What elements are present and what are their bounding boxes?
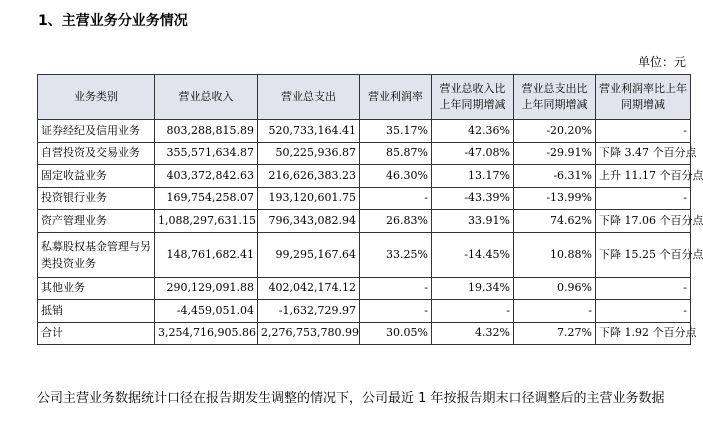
header-margin-yoy: 营业利润率比上年同期增减 xyxy=(596,75,691,120)
row-revenue-yoy: 19.34% xyxy=(432,277,514,300)
row-revenue-yoy: 42.36% xyxy=(432,120,514,143)
row-revenue-yoy: -47.08% xyxy=(432,142,514,165)
row-margin-yoy: - xyxy=(596,277,691,300)
row-margin-yoy: 下降 17.06 个百分点 xyxy=(596,210,691,233)
section-title: 1、主营业务分业务情况 xyxy=(38,13,188,29)
row-expense: 193,120,601.75 xyxy=(258,187,360,210)
row-revenue: 355,571,634.87 xyxy=(155,142,258,165)
header-margin: 营业利润率 xyxy=(360,75,432,120)
row-expense-yoy: 7.27% xyxy=(514,322,596,345)
row-margin: - xyxy=(360,277,432,300)
row-margin-yoy: 下降 15.25 个百分点 xyxy=(596,232,691,277)
row-expense: 402,042,174.12 xyxy=(258,277,360,300)
row-expense: 2,276,753,780.99 xyxy=(258,322,360,345)
row-expense: 796,343,082.94 xyxy=(258,210,360,233)
row-revenue: 169,754,258.07 xyxy=(155,187,258,210)
row-expense-yoy: - xyxy=(514,300,596,323)
unit-label: 单位：元 xyxy=(637,55,686,69)
row-expense-yoy: 0.96% xyxy=(514,277,596,300)
header-revenue: 营业总收入 xyxy=(155,75,258,120)
row-revenue: 148,761,682.41 xyxy=(155,232,258,277)
row-margin: 35.17% xyxy=(360,120,432,143)
business-segment-table xyxy=(37,74,703,345)
row-expense: 50,225,936.87 xyxy=(258,142,360,165)
row-margin: 30.05% xyxy=(360,322,432,345)
row-category: 私募股权基金管理与另类投资业务 xyxy=(38,232,155,277)
row-margin: - xyxy=(360,300,432,323)
row-category: 资产管理业务 xyxy=(38,210,155,233)
row-revenue: 803,288,815.89 xyxy=(155,120,258,143)
row-revenue: 403,372,842.63 xyxy=(155,165,258,188)
table-row-total xyxy=(38,322,691,345)
header-category: 业务类别 xyxy=(38,75,155,120)
row-expense: 520,733,164.41 xyxy=(258,120,360,143)
row-expense: 99,295,167.64 xyxy=(258,232,360,277)
row-revenue-yoy: 13.17% xyxy=(432,165,514,188)
table-row xyxy=(38,187,691,210)
row-revenue: -4,459,051.04 xyxy=(155,300,258,323)
row-margin: 26.83% xyxy=(360,210,432,233)
row-category: 证券经纪及信用业务 xyxy=(38,120,155,143)
row-category: 固定收益业务 xyxy=(38,165,155,188)
row-revenue-yoy: -43.39% xyxy=(432,187,514,210)
table-row xyxy=(38,210,691,233)
row-expense-yoy: -20.20% xyxy=(514,120,596,143)
row-revenue-yoy: 4.32% xyxy=(432,322,514,345)
row-margin: - xyxy=(360,187,432,210)
row-expense-yoy: 74.62% xyxy=(514,210,596,233)
row-margin: 46.30% xyxy=(360,165,432,188)
row-category: 投资银行业务 xyxy=(38,187,155,210)
row-expense-yoy: 10.88% xyxy=(514,232,596,277)
table-row xyxy=(38,142,691,165)
row-revenue: 1,088,297,631.15 xyxy=(155,210,258,233)
row-margin-yoy: 下降 3.47 个百分点 xyxy=(596,142,691,165)
table-row xyxy=(38,165,691,188)
row-margin-yoy: 上升 11.17 个百分点 xyxy=(596,165,691,188)
row-category: 抵销 xyxy=(38,300,155,323)
row-margin-yoy: - xyxy=(596,187,691,210)
table-row xyxy=(38,277,691,300)
header-revenue-yoy: 营业总收入比上年同期增减 xyxy=(432,75,514,120)
row-revenue: 290,129,091.88 xyxy=(155,277,258,300)
row-revenue-yoy: -14.45% xyxy=(432,232,514,277)
row-margin: 33.25% xyxy=(360,232,432,277)
row-revenue: 3,254,716,905.86 xyxy=(155,322,258,345)
row-margin-yoy: - xyxy=(596,120,691,143)
row-category: 其他业务 xyxy=(38,277,155,300)
row-margin-yoy: - xyxy=(596,300,691,323)
row-expense-yoy: -6.31% xyxy=(514,165,596,188)
row-expense: -1,632,729.97 xyxy=(258,300,360,323)
row-category: 合计 xyxy=(38,322,155,345)
row-revenue-yoy: - xyxy=(432,300,514,323)
row-expense: 216,626,383.23 xyxy=(258,165,360,188)
row-expense-yoy: -29.91% xyxy=(514,142,596,165)
row-category: 自营投资及交易业务 xyxy=(38,142,155,165)
row-expense-yoy: -13.99% xyxy=(514,187,596,210)
header-expense-yoy: 营业总支出比上年同期增减 xyxy=(514,75,596,120)
header-expense: 营业总支出 xyxy=(258,75,360,120)
table-row xyxy=(38,120,691,143)
footnote-text: 公司主营业务数据统计口径在报告期发生调整的情况下，公司最近 1 年按报告期末口径调整后的主营业务数据 xyxy=(37,391,665,406)
table-row xyxy=(38,232,691,277)
row-margin: 85.87% xyxy=(360,142,432,165)
row-margin-yoy: 下降 1.92 个百分点 xyxy=(596,322,691,345)
row-revenue-yoy: 33.91% xyxy=(432,210,514,233)
table-header-row xyxy=(38,75,691,120)
table-row xyxy=(38,300,691,323)
